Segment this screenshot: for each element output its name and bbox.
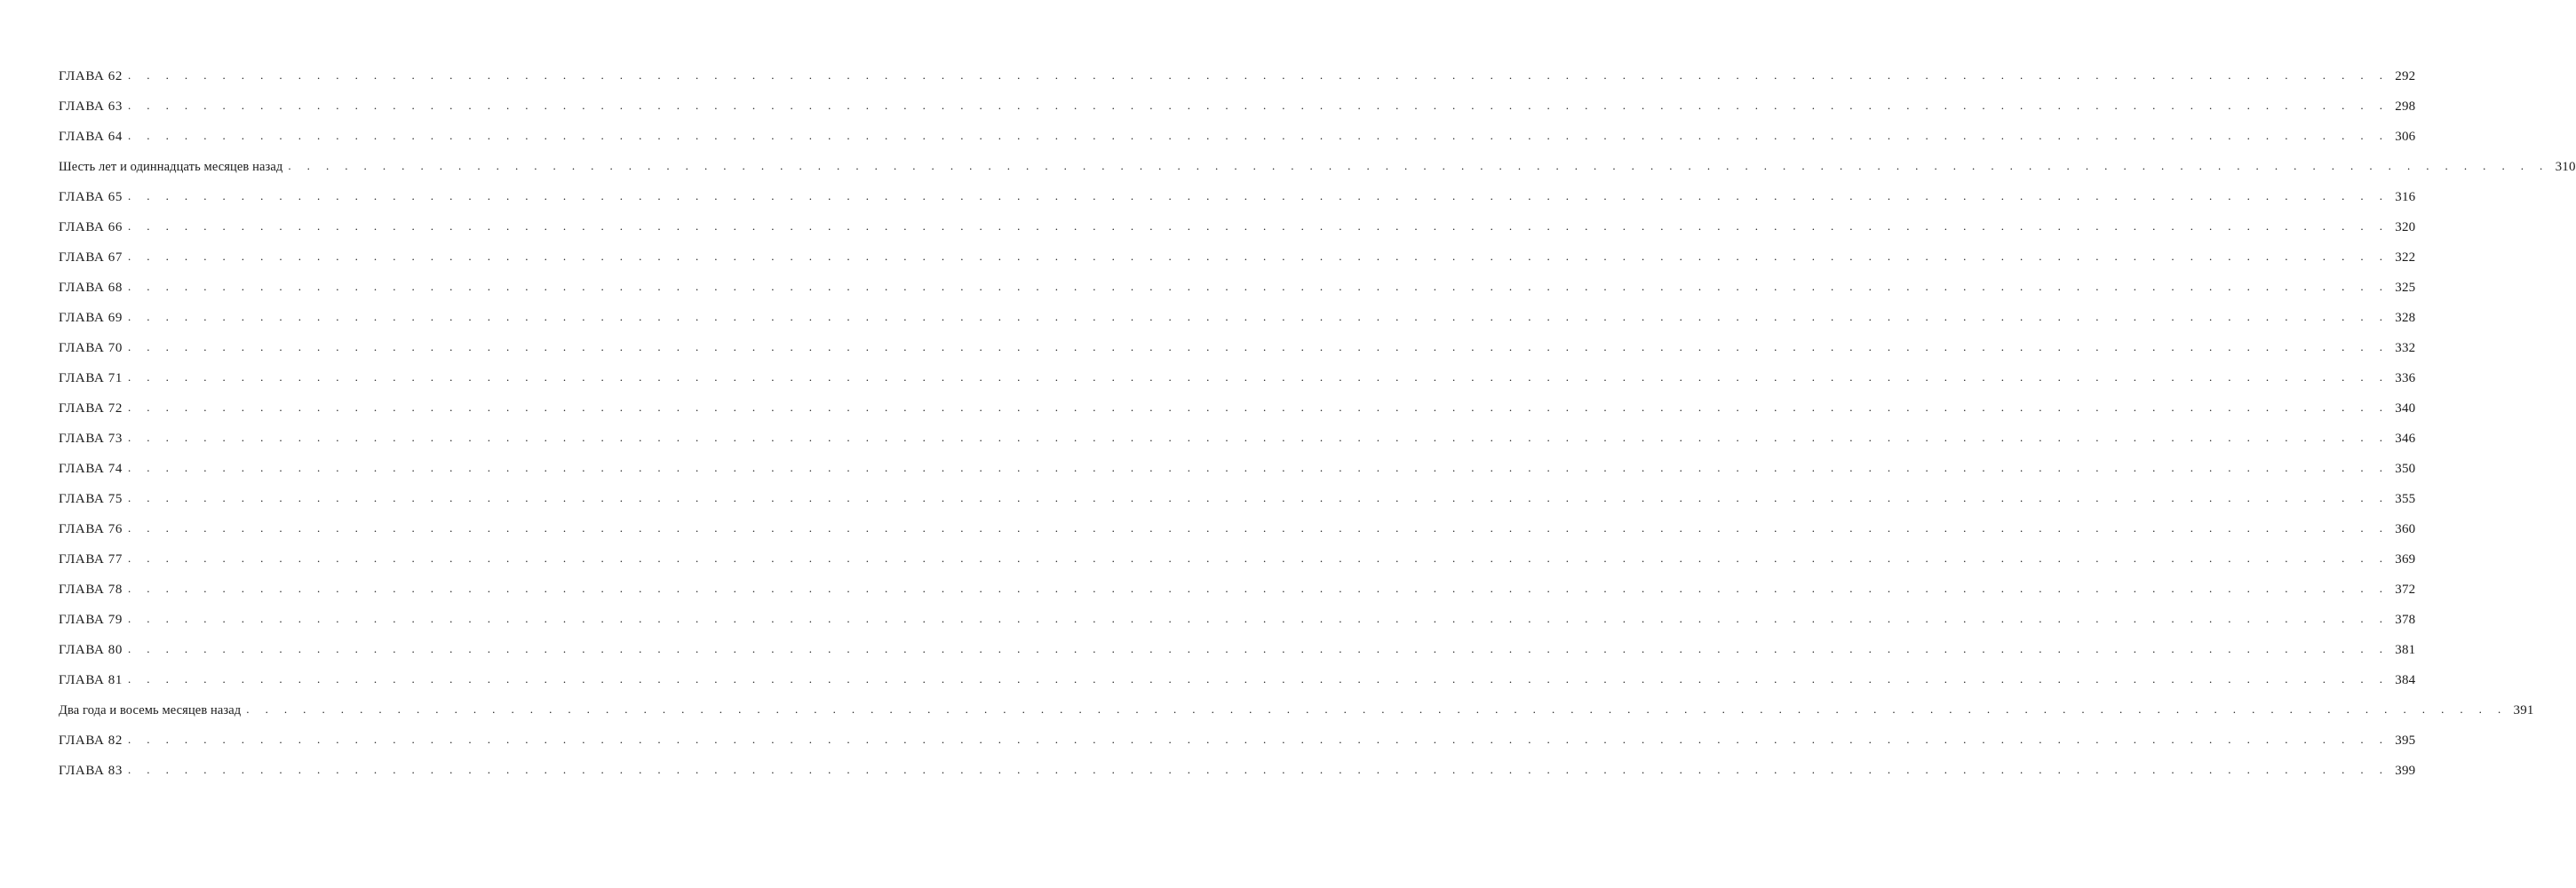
toc-entry (59, 340, 2416, 371)
toc-entry (59, 250, 2416, 281)
toc-entry-page-number: 355 (2395, 492, 2416, 506)
toc-entry (59, 642, 2416, 673)
toc-entry-title: ГЛАВА 63 (59, 99, 123, 114)
toc-entry-title: ГЛАВА 82 (59, 733, 123, 748)
table-of-contents (59, 68, 2576, 794)
dot-leader: . . . . . . . . . . . . . . . . . . . . . . . . . . . . . . . . . . . . . . . . . . . . . . . . . . . . . . . . . . . . . . . . . . . . . . . . . . . . . . . . . . . . . . . . . . . . . . . . . . . . . . . . . . . . . . . . . . . . . . . . (128, 763, 2389, 776)
toc-entry-title: ГЛАВА 62 (59, 69, 123, 83)
toc-entry-title: ГЛАВА 71 (59, 371, 123, 385)
toc-entry (59, 733, 2416, 764)
dot-leader: . . . . . . . . . . . . . . . . . . . . . . . . . . . . . . . . . . . . . . . . . . . . . . . . . . . . . . . . . . . . . . . . . . . . . . . . . . . . . . . . . . . . . . . . . . . . . . . . . . . . . . . . . . . . . . . . . . . . . . . . (128, 250, 2389, 263)
toc-entry-page-number: 381 (2395, 643, 2416, 657)
toc-entry-page-number: 372 (2395, 583, 2416, 597)
toc-entry-title: ГЛАВА 75 (59, 492, 123, 506)
dot-leader: . . . . . . . . . . . . . . . . . . . . . . . . . . . . . . . . . . . . . . . . . . . . . . . . . . . . . . . . . . . . . . . . . . . . . . . . . . . . . . . . . . . . . . . . . . . . . . . . . . . . . . . . . . . . . . . . . . . . . . . . (128, 491, 2389, 504)
toc-entry-title: ГЛАВА 80 (59, 643, 123, 657)
toc-entry-title: ГЛАВА 65 (59, 190, 123, 204)
toc-entry (59, 99, 2416, 130)
toc-entry-title: ГЛАВА 64 (59, 130, 123, 144)
toc-entry-page-number: 340 (2395, 401, 2416, 416)
toc-entry-page-number: 306 (2395, 130, 2416, 144)
toc-entry-page-number: 391 (2513, 703, 2534, 718)
toc-entry (59, 68, 2416, 99)
dot-leader: . . . . . . . . . . . . . . . . . . . . . . . . . . . . . . . . . . . . . . . . . . . . . . . . . . . . . . . . . . . . . . . . . . . . . . . . . . . . . . . . . . . . . . . . . . . . . . . . . . . . . . . . . . . . . . . . . . . . . . . . (128, 310, 2389, 323)
toc-entry-title: ГЛАВА 68 (59, 281, 123, 295)
toc-entry-title: ГЛАВА 69 (59, 311, 123, 325)
toc-entry-title: ГЛАВА 74 (59, 462, 123, 476)
toc-entry (59, 702, 2534, 733)
dot-leader: . . . . . . . . . . . . . . . . . . . . . . . . . . . . . . . . . . . . . . . . . . . . . . . . . . . . . . . . . . . . . . . . . . . . . . . . . . . . . . . . . . . . . . . . . . . . . . . . . . . . . . . . . . . . . . . . . . . . . . . . (128, 612, 2389, 625)
dot-leader: . . . . . . . . . . . . . . . . . . . . . . . . . . . . . . . . . . . . . . . . . . . . . . . . . . . . . . . . . . . . . . . . . . . . . . . . . . . . . . . . . . . . . . . . . . . . . . . . . . . . . . . . . . . . . . . . . . . . . . . . (128, 642, 2389, 655)
toc-entry-page-number: 369 (2395, 552, 2416, 567)
dot-leader: . . . . . . . . . . . . . . . . . . . . . . . . . . . . . . . . . . . . . . . . . . . . . . . . . . . . . . . . . . . . . . . . . . . . . . . . . . . . . . . . . . . . . . . . . . . . . . . . . . . . . . . . . . . . . . . . . . . . . . . . (128, 521, 2389, 535)
dot-leader: . . . . . . . . . . . . . . . . . . . . . . . . . . . . . . . . . . . . . . . . . . . . . . . . . . . . . . . . . . . . . . . . . . . . . . . . . . . . . . . . . . . . . . . . . . . . . . . . . . . . . . . . . . . . . . . . . . . . . . . . (128, 400, 2389, 414)
toc-entry-page-number: 292 (2395, 69, 2416, 83)
dot-leader: . . . . . . . . . . . . . . . . . . . . . . . . . . . . . . . . . . . . . . . . . . . . . . . . . . . . . . . . . . . . . . . . . . . . . . . . . . . . . . . . . . . . . . . . . . . . . . . . . . . . . . . . . . . . . . . . . . . . . . . . (128, 582, 2389, 595)
toc-entry-page-number: 310 (2555, 160, 2576, 174)
dot-leader: . . . . . . . . . . . . . . . . . . . . . . . . . . . . . . . . . . . . . . . . . . . . . . . . . . . . . . . . . . . . . . . . . . . . . . . . . . . . . . . . . . . . . . . . . . . . . . . . . . . . . . . . . . . . . . . . . . . . . . . . (128, 431, 2389, 444)
toc-entry-page-number: 322 (2395, 250, 2416, 265)
toc-entry-title: ГЛАВА 67 (59, 250, 123, 265)
dot-leader: . . . . . . . . . . . . . . . . . . . . . . . . . . . . . . . . . . . . . . . . . . . . . . . . . . . . . . . . . . . . . . . . . . . . . . . . . . . . . . . . . . . . . . . . . . . . . . . . . . . . . . . . . . . . . . . . . . . . . . . . (128, 733, 2389, 746)
toc-entry-page-number: 346 (2395, 432, 2416, 446)
dot-leader: . . . . . . . . . . . . . . . . . . . . . . . . . . . . . . . . . . . . . . . . . . . . . . . . . . . . . . . . . . . . . . . . . . . . . . . . . . . . . . . . . . . . . . . . . . . . . . . . . . . . . . . . . . . . . . . . . . . . . . . . (128, 99, 2389, 112)
dot-leader: . . . . . . . . . . . . . . . . . . . . . . . . . . . . . . . . . . . . . . . . . . . . . . . . . . . . . . . . . . . . . . . . . . . . . . . . . . . . . . . . . . . . . . . . . . . . . . . . . . . . . . . . . . . . . . . . . . . . . . . . (128, 189, 2389, 202)
toc-entry-page-number: 350 (2395, 462, 2416, 476)
dot-leader: . . . . . . . . . . . . . . . . . . . . . . . . . . . . . . . . . . . . . . . . . . . . . . . . . . . . . . . . . . . . . . . . . . . . . . . . . . . . . . . . . . . . . . . . . . . . . . . . . . . . . . . . . . . . . . . . . . . . . . . . (128, 340, 2389, 353)
toc-entry (59, 431, 2416, 462)
toc-entry (59, 370, 2416, 401)
toc-entry-page-number: 360 (2395, 522, 2416, 536)
toc-entry (59, 582, 2416, 613)
toc-entry (59, 612, 2416, 643)
toc-entry-title: ГЛАВА 70 (59, 341, 123, 355)
toc-entry (59, 400, 2416, 432)
toc-entry-title: ГЛАВА 76 (59, 522, 123, 536)
toc-entry (59, 280, 2416, 311)
dot-leader: . . . . . . . . . . . . . . . . . . . . . . . . . . . . . . . . . . . . . . . . . . . . . . . . . . . . . . . . . . . . . . . . . . . . . . . . . . . . . . . . . . . . . . . . . . . . . . . . . . . . . . . . . . . . . . . . . . . . . . . . (246, 702, 2508, 716)
toc-entry (59, 763, 2416, 794)
toc-entry-page-number: 320 (2395, 220, 2416, 234)
toc-entry (59, 219, 2416, 250)
toc-entry-title: ГЛАВА 72 (59, 401, 123, 416)
toc-entry-title: Два года и восемь месяцев назад (59, 703, 242, 718)
dot-leader: . . . . . . . . . . . . . . . . . . . . . . . . . . . . . . . . . . . . . . . . . . . . . . . . . . . . . . . . . . . . . . . . . . . . . . . . . . . . . . . . . . . . . . . . . . . . . . . . . . . . . . . . . . . . . . . . . . . . . . . . (128, 129, 2389, 142)
toc-entry (59, 159, 2576, 190)
toc-entry-title: ГЛАВА 78 (59, 583, 123, 597)
dot-leader: . . . . . . . . . . . . . . . . . . . . . . . . . . . . . . . . . . . . . . . . . . . . . . . . . . . . . . . . . . . . . . . . . . . . . . . . . . . . . . . . . . . . . . . . . . . . . . . . . . . . . . . . . . . . . . . . . . . . . . . . (128, 370, 2389, 384)
dot-leader: . . . . . . . . . . . . . . . . . . . . . . . . . . . . . . . . . . . . . . . . . . . . . . . . . . . . . . . . . . . . . . . . . . . . . . . . . . . . . . . . . . . . . . . . . . . . . . . . . . . . . . . . . . . . . . . . . . . . . . . . (128, 219, 2389, 233)
toc-entry (59, 129, 2416, 160)
toc-entry (59, 461, 2416, 492)
toc-entry (59, 310, 2416, 341)
dot-leader: . . . . . . . . . . . . . . . . . . . . . . . . . . . . . . . . . . . . . . . . . . . . . . . . . . . . . . . . . . . . . . . . . . . . . . . . . . . . . . . . . . . . . . . . . . . . . . . . . . . . . . . . . . . . . . . . . . . . . . . . (128, 68, 2389, 82)
toc-entry-page-number: 395 (2395, 733, 2416, 748)
toc-entry-title: ГЛАВА 66 (59, 220, 123, 234)
toc-entry (59, 491, 2416, 522)
toc-entry (59, 551, 2416, 583)
toc-entry-page-number: 399 (2395, 764, 2416, 778)
dot-leader: . . . . . . . . . . . . . . . . . . . . . . . . . . . . . . . . . . . . . . . . . . . . . . . . . . . . . . . . . . . . . . . . . . . . . . . . . . . . . . . . . . . . . . . . . . . . . . . . . . . . . . . . . . . . . . . . . . . . . . . . (128, 672, 2389, 686)
toc-entry-title: ГЛАВА 77 (59, 552, 123, 567)
toc-entry-title: Шесть лет и одиннадцать месяцев назад (59, 160, 283, 174)
toc-entry-title: ГЛАВА 79 (59, 613, 123, 627)
dot-leader: . . . . . . . . . . . . . . . . . . . . . . . . . . . . . . . . . . . . . . . . . . . . . . . . . . . . . . . . . . . . . . . . . . . . . . . . . . . . . . . . . . . . . . . . . . . . . . . . . . . . . . . . . . . . . . . . . . . . . . . . (288, 159, 2549, 172)
toc-entry-page-number: 316 (2395, 190, 2416, 204)
dot-leader: . . . . . . . . . . . . . . . . . . . . . . . . . . . . . . . . . . . . . . . . . . . . . . . . . . . . . . . . . . . . . . . . . . . . . . . . . . . . . . . . . . . . . . . . . . . . . . . . . . . . . . . . . . . . . . . . . . . . . . . . (128, 280, 2389, 293)
toc-entry-title: ГЛАВА 73 (59, 432, 123, 446)
toc-entry-page-number: 378 (2395, 613, 2416, 627)
dot-leader: . . . . . . . . . . . . . . . . . . . . . . . . . . . . . . . . . . . . . . . . . . . . . . . . . . . . . . . . . . . . . . . . . . . . . . . . . . . . . . . . . . . . . . . . . . . . . . . . . . . . . . . . . . . . . . . . . . . . . . . . (128, 551, 2389, 565)
toc-entry-page-number: 384 (2395, 673, 2416, 687)
toc-entry-title: ГЛАВА 81 (59, 673, 123, 687)
toc-entry-page-number: 336 (2395, 371, 2416, 385)
toc-entry-page-number: 298 (2395, 99, 2416, 114)
dot-leader: . . . . . . . . . . . . . . . . . . . . . . . . . . . . . . . . . . . . . . . . . . . . . . . . . . . . . . . . . . . . . . . . . . . . . . . . . . . . . . . . . . . . . . . . . . . . . . . . . . . . . . . . . . . . . . . . . . . . . . . . (128, 461, 2389, 474)
toc-entry-page-number: 325 (2395, 281, 2416, 295)
toc-entry-title: ГЛАВА 83 (59, 764, 123, 778)
toc-entry (59, 672, 2416, 703)
toc-entry-page-number: 332 (2395, 341, 2416, 355)
toc-entry (59, 189, 2416, 220)
toc-entry (59, 521, 2416, 552)
toc-entry-page-number: 328 (2395, 311, 2416, 325)
